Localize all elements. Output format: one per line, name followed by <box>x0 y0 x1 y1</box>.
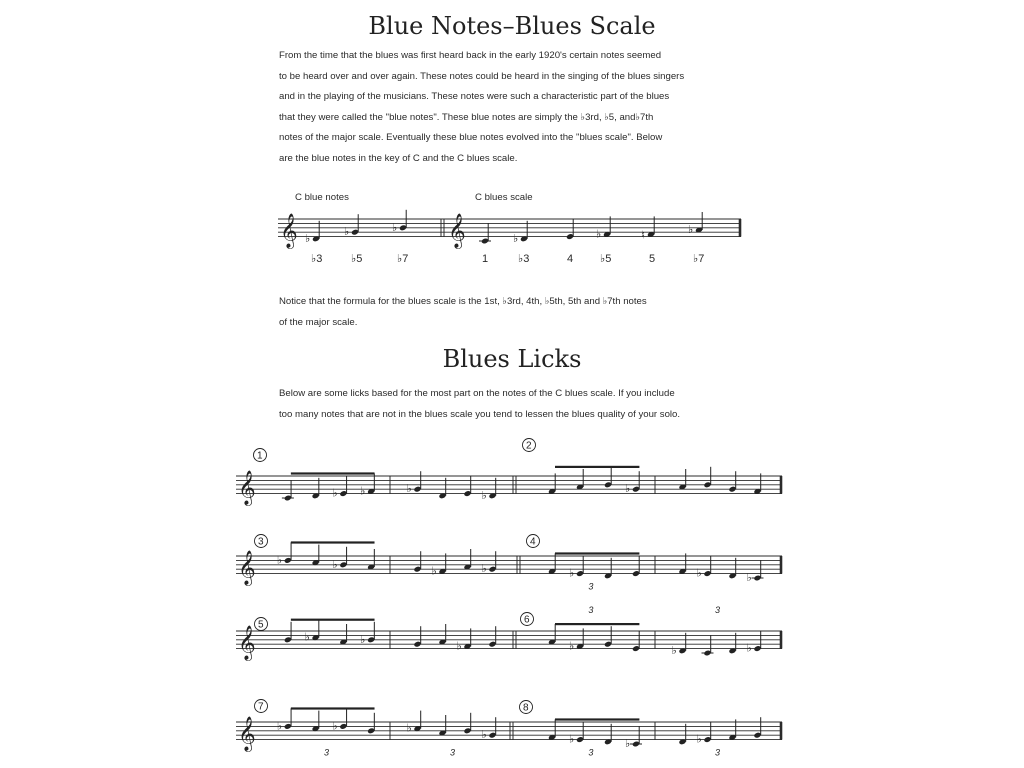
paragraph-line: and in the playing of the musicians. These notes were such a characteristic part of the blues <box>279 91 670 103</box>
lick-number: 5 <box>258 619 264 631</box>
flat-sign-icon: ♭ <box>360 484 366 498</box>
flat-sign-icon: ♭ <box>746 571 752 584</box>
flat-sign-icon: ♭ <box>276 553 283 567</box>
paragraph-line: to be heard over and over again. These notes could be heard in the singing of the blues singers <box>279 70 685 82</box>
flat-sign-icon: ♭ <box>696 566 702 580</box>
paragraph-line: are the blue notes in the key of C and the C blues scale. <box>279 152 518 164</box>
flat-sign-icon: ♭ <box>481 488 487 502</box>
lick-number: 3 <box>258 536 264 548</box>
staff <box>236 631 782 649</box>
scale-degree-label: ♭7 <box>693 253 705 265</box>
page-title-blue-notes: Blue Notes–Blues Scale <box>368 12 656 40</box>
flat-sign-icon: ♭ <box>332 719 338 733</box>
scale-degree-label: 4 <box>567 253 574 265</box>
scale-degree-label: ♭5 <box>351 253 363 265</box>
note-beam <box>555 552 639 554</box>
flat-sign-icon: ♭ <box>481 562 487 576</box>
note-beam <box>555 718 639 720</box>
flat-sign-icon: ♭ <box>332 557 338 571</box>
flat-sign-icon: ♭ <box>569 639 575 653</box>
paragraph-line: From the time that the blues was first heard back in the early 1920's certain notes seemed <box>279 50 662 61</box>
paragraph-line: Notice that the formula for the blues scale is the 1st, ♭3rd, 4th, ♭5th, 5th and ♭7th notes <box>279 296 647 307</box>
flat-sign-icon: ♭ <box>406 482 412 496</box>
triplet-mark: 3 <box>450 747 456 758</box>
note-beam <box>291 707 375 709</box>
flat-sign-icon: ♭ <box>671 643 677 657</box>
treble-clef-icon: 𝄞 <box>238 716 256 752</box>
natural-sign-icon: ♮ <box>641 228 645 242</box>
scale-degree-label: ♭3 <box>311 253 323 265</box>
flat-sign-icon: ♭ <box>276 719 283 733</box>
scale-degree-label: ♭3 <box>518 253 530 265</box>
flat-sign-icon: ♭ <box>392 220 398 234</box>
flat-sign-icon: ♭ <box>456 639 462 653</box>
note-beam <box>555 466 639 468</box>
note-beam <box>291 472 375 474</box>
lick-number: 6 <box>524 614 530 626</box>
blue-notes-label: C blue notes <box>295 192 349 203</box>
lick-number: 1 <box>257 450 263 462</box>
scale-degree-label: 5 <box>649 253 656 265</box>
triplet-mark: 3 <box>715 747 721 758</box>
triplet-mark: 3 <box>588 747 594 758</box>
flat-sign-icon: ♭ <box>625 737 631 750</box>
paragraph-line: that they were called the "blue notes". These blue notes are simply the ♭3rd, ♭5, and♭7th <box>279 111 654 123</box>
flat-sign-icon: ♭ <box>304 630 310 644</box>
triplet-mark: 3 <box>715 605 721 615</box>
scale-degree-label: 1 <box>482 253 489 265</box>
flat-sign-icon: ♭ <box>305 231 311 245</box>
staff <box>236 476 782 494</box>
lick-number: 8 <box>523 702 529 714</box>
flat-sign-icon: ♭ <box>569 566 575 580</box>
treble-clef-icon: 𝄞 <box>238 625 256 661</box>
flat-sign-icon: ♭ <box>696 732 702 746</box>
paragraph-line: notes of the major scale. Eventually these blue notes evolved into the "blues scale". Below <box>279 132 663 144</box>
triplet-mark: 3 <box>588 581 594 592</box>
lick-number: 2 <box>526 440 532 452</box>
flat-sign-icon: ♭ <box>406 721 412 735</box>
scale-degree-label: ♭5 <box>600 253 612 265</box>
flat-sign-icon: ♭ <box>360 632 366 646</box>
triplet-mark: 3 <box>323 747 329 758</box>
flat-sign-icon: ♭ <box>344 225 350 239</box>
paragraph-line: Below are some licks based for the most part on the notes of the C blues scale. If you include <box>279 388 675 399</box>
flat-sign-icon: ♭ <box>596 227 602 241</box>
flat-sign-icon: ♭ <box>431 564 437 578</box>
treble-clef-icon: 𝄞 <box>448 213 466 249</box>
section-title-blues-licks: Blues Licks <box>442 345 582 373</box>
treble-clef-icon: 𝄞 <box>238 550 256 586</box>
flat-sign-icon: ♭ <box>625 482 631 496</box>
blues-scale-label: C blues scale <box>475 192 533 203</box>
note-beam <box>555 623 639 625</box>
flat-sign-icon: ♭ <box>481 728 487 742</box>
triplet-mark: 3 <box>588 605 594 615</box>
flat-sign-icon: ♭ <box>746 641 752 655</box>
scale-degree-label: ♭7 <box>397 253 409 265</box>
treble-clef-icon: 𝄞 <box>280 213 298 249</box>
flat-sign-icon: ♭ <box>688 223 694 236</box>
flat-sign-icon: ♭ <box>332 486 338 500</box>
paragraph-line: too many notes that are not in the blues scale you tend to lessen the blues quality of your solo. <box>279 408 681 420</box>
note-beam <box>291 619 375 621</box>
lick-number: 7 <box>258 701 264 713</box>
treble-clef-icon: 𝄞 <box>238 470 256 506</box>
lick-number: 4 <box>530 536 536 548</box>
paragraph-line: of the major scale. <box>279 316 358 328</box>
note-beam <box>291 541 375 543</box>
flat-sign-icon: ♭ <box>569 732 575 746</box>
flat-sign-icon: ♭ <box>513 231 519 245</box>
